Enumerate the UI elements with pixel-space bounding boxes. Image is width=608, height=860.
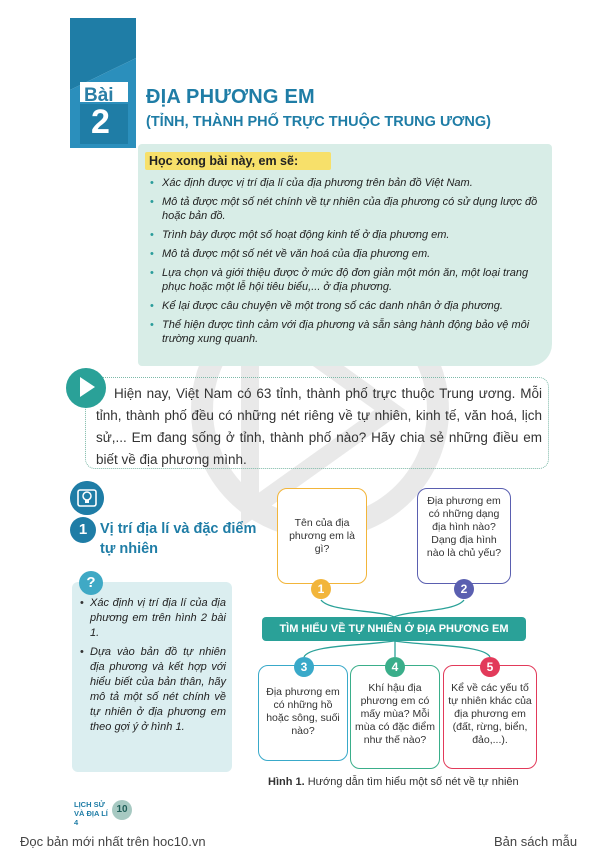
diagram-number: 4 xyxy=(385,657,405,677)
objective-item: • Kể lại được câu chuyện về một trong số các danh nhân ở địa phương. xyxy=(150,299,542,313)
lesson-label: Bài xyxy=(84,85,114,106)
objectives-heading: Học xong bài này, em sẽ: xyxy=(145,152,331,170)
objective-item: • Trình bày được một số hoạt động kinh tế ở địa phương em. xyxy=(150,228,542,242)
objective-item: • Mô tả được một số nét chính về tự nhiên của địa phương có sử dụng lược đồ hoặc bản đồ. xyxy=(150,195,542,223)
objective-item: • Xác định được vị trí địa lí của địa phương trên bản đồ Việt Nam. xyxy=(150,176,542,190)
diagram-box-climate: Khí hậu địa phương em có mấy mùa? Mỗi mùa có đặc điểm như thế nào? xyxy=(350,665,440,769)
diagram-center-banner: TÌM HIỂU VỀ TỰ NHIÊN Ở ĐỊA PHƯƠNG EM xyxy=(262,617,526,641)
diagram-number: 1 xyxy=(311,579,331,599)
book-logo-line1: LỊCH SỬ xyxy=(74,800,105,809)
figure-caption xyxy=(268,776,519,788)
footer-link-text: Đọc bản mới nhất trên hoc10.vn xyxy=(20,834,206,849)
diagram-box-other: Kể về các yếu tố tự nhiên khác của địa phương em (đất, rừng, biển, đảo,...). xyxy=(443,665,537,769)
objective-item: • Lựa chọn và giới thiệu được ở mức độ đơn giản một món ăn, một loại trang phục hoặc một lễ hội tiêu biểu,... ở địa phương. xyxy=(150,266,542,294)
question-item: • Dựa vào bản đồ tự nhiên địa phương và kết hợp với hiểu biết của bản thân, hãy mô tả một số nét chính về tự nhiên ở địa phương em theo gợi ý ở hình 1. xyxy=(80,645,226,735)
lesson-title: ĐỊA PHƯƠNG EM xyxy=(146,86,315,108)
section-number: 1 xyxy=(70,517,96,543)
footer-sample-text: Bản sách mẫu xyxy=(494,834,578,849)
lesson-number: 2 xyxy=(91,103,110,141)
section-title: Vị trí địa lí và đặc điểm tự nhiên xyxy=(100,521,257,557)
diagram-number: 3 xyxy=(294,657,314,677)
question-item: • Xác định vị trí địa lí của địa phương em trên hình 2 bài 1. xyxy=(80,596,226,641)
page-number: 10 xyxy=(112,800,132,820)
question-icon: ? xyxy=(79,571,103,595)
book-logo-line2: VÀ ĐỊA LÍ 4 xyxy=(74,809,108,827)
objective-item: • Thể hiện được tình cảm với địa phương và sẵn sàng hành động bảo vệ môi trường xung quanh. xyxy=(150,318,542,346)
diagram-box-name: Tên của địa phương em là gì? xyxy=(277,488,367,584)
diagram-number: 5 xyxy=(480,657,500,677)
intro-text: Hiện nay, Việt Nam có 63 tỉnh, thành phố trực thuộc Trung ương. Mỗi tỉnh, thành phố đều có những nét riêng về tự nhiên, kinh tế, văn hoá, lịch sử,... Em đang sống ở tỉnh, thành phố nào? Hãy chia sẻ những điều em biết về địa phương mình. xyxy=(96,386,542,467)
objective-item: • Mô tả được một số nét về văn hoá của địa phương em. xyxy=(150,247,542,261)
diagram-number: 2 xyxy=(454,579,474,599)
diagram-box-rivers: Địa phương em có những hồ hoặc sông, suối nào? xyxy=(258,665,348,761)
figure-caption-text: Hướng dẫn tìm hiểu một số nét về tự nhiên xyxy=(307,776,519,788)
figure-caption-label: Hình 1. xyxy=(268,776,305,788)
book-logo xyxy=(74,800,114,827)
diagram-box-terrain: Địa phương em có những dạng địa hình nào? Dạng địa hình nào là chủ yếu? xyxy=(417,488,511,584)
lesson-subtitle: (TỈNH, THÀNH PHỐ TRỰC THUỘC TRUNG ƯƠNG) xyxy=(146,114,491,130)
